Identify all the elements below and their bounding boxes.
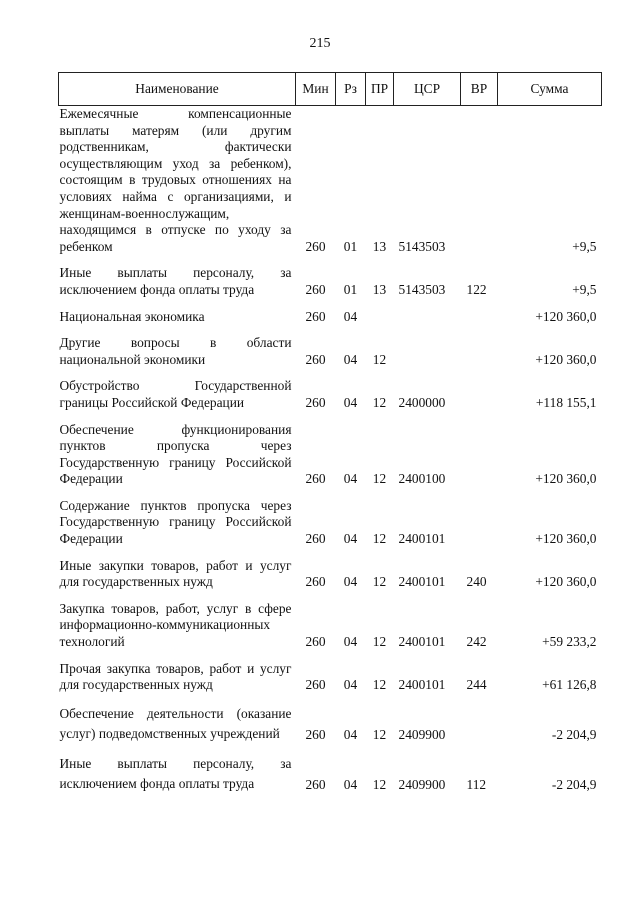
header-csr: ЦСР [394, 73, 461, 106]
row-sum: -2 204,9 [551, 727, 597, 743]
table-row [59, 305, 602, 332]
row-name: Национальная экономика [59, 308, 205, 324]
table-row [59, 261, 602, 304]
row-min: 260 [305, 634, 326, 650]
row-sum: +61 126,8 [542, 677, 597, 693]
row-name: Другие вопросы в области национальной экономики [59, 335, 292, 367]
row-csr [394, 305, 461, 332]
row-name: Ежемесячные компенсационные выплаты матерям (или другим родственникам, фактически осуществляющим уход за ребенком), состоящим в трудовых отношениях на условиях найма с организациями, и женщинам-военнослужащим, находящимся в отпуске по уходу за ребенком [59, 106, 292, 254]
row-rz: 04 [343, 634, 358, 650]
row-vr: 112 [466, 777, 487, 793]
row-vr: 122 [466, 281, 487, 297]
table-row [59, 657, 602, 700]
row-pr: 12 [372, 351, 387, 367]
row-csr: 2400101 [398, 531, 446, 547]
table-row [59, 597, 602, 657]
row-rz: 04 [343, 394, 358, 410]
row-pr [366, 305, 394, 332]
row-sum: +120 360,0 [535, 531, 597, 547]
row-name: Прочая закупка товаров, работ и услуг для государственных нужд [59, 660, 292, 693]
table-row [59, 106, 602, 262]
row-vr [461, 305, 498, 332]
row-rz: 04 [343, 677, 358, 693]
row-name: Содержание пунктов пропуска через Государственную границу Российской Федерации [59, 497, 292, 547]
row-csr [394, 331, 461, 374]
row-min: 260 [305, 777, 326, 793]
row-vr [461, 700, 498, 750]
row-name: Иные выплаты персоналу, за исключением фонда оплаты труда [59, 265, 292, 297]
row-sum: +9,5 [572, 238, 597, 254]
row-csr: 2400100 [398, 471, 446, 487]
row-rz: 01 [343, 238, 358, 254]
row-sum: +120 360,0 [535, 471, 597, 487]
row-vr [461, 494, 498, 554]
row-csr: 2400101 [398, 677, 446, 693]
row-vr: 240 [466, 574, 487, 590]
row-vr [461, 106, 498, 262]
row-name: Обустройство Государственной границы Российской Федерации [59, 378, 292, 410]
row-rz: 04 [343, 777, 358, 793]
header-name: Наименование [59, 73, 296, 106]
row-pr: 12 [372, 677, 387, 693]
row-vr: 242 [466, 634, 487, 650]
row-vr: 244 [466, 677, 487, 693]
row-sum: +120 360,0 [535, 351, 597, 367]
row-csr: 5143503 [398, 281, 446, 297]
row-name: Обеспечение функционирования пунктов пропуска через Государственную границу Российской Федерации [59, 421, 292, 487]
row-pr: 12 [372, 574, 387, 590]
header-vr: ВР [461, 73, 498, 106]
table-row [59, 554, 602, 597]
row-min: 260 [305, 471, 326, 487]
row-vr [461, 374, 498, 417]
row-pr: 12 [372, 727, 387, 743]
row-csr: 2400101 [398, 574, 446, 590]
row-pr: 13 [372, 281, 387, 297]
header-sum: Сумма [498, 73, 602, 106]
row-pr: 12 [372, 634, 387, 650]
row-pr: 12 [372, 777, 387, 793]
page-number: 215 [309, 36, 331, 51]
table-row [59, 700, 602, 750]
row-name: Иные выплаты персоналу, за исключением фонда оплаты труда [59, 755, 292, 791]
table-row [59, 750, 602, 800]
row-sum: +120 360,0 [535, 574, 597, 590]
row-pr: 12 [372, 531, 387, 547]
row-pr: 13 [372, 238, 387, 254]
row-sum: +59 233,2 [542, 634, 597, 650]
row-min: 260 [305, 727, 326, 743]
row-csr: 2400101 [398, 634, 446, 650]
row-name: Иные закупки товаров, работ и услуг для государственных нужд [59, 557, 292, 590]
budget-table [58, 72, 602, 800]
row-rz: 01 [343, 281, 358, 297]
table-row [59, 494, 602, 554]
row-sum: +118 155,1 [535, 394, 597, 410]
row-sum: -2 204,9 [551, 777, 597, 793]
row-name: Закупка товаров, работ, услуг в сфере информационно-коммуникационных технологий [59, 600, 292, 650]
row-csr: 5143503 [398, 238, 446, 254]
row-csr: 2409900 [398, 727, 446, 743]
table-row [59, 374, 602, 417]
row-sum: +120 360,0 [535, 308, 597, 324]
row-csr: 2409900 [398, 777, 446, 793]
row-name: Обеспечение деятельности (оказание услуг) подведомственных учреждений [59, 705, 292, 741]
header-rz: Рз [336, 73, 366, 106]
row-vr [461, 331, 498, 374]
row-csr: 2400000 [398, 394, 446, 410]
row-min: 260 [305, 281, 326, 297]
row-rz: 04 [343, 308, 358, 324]
header-pr: ПР [366, 73, 394, 106]
table-header-row [59, 73, 602, 106]
row-rz: 04 [343, 471, 358, 487]
table-row [59, 418, 602, 494]
row-rz: 04 [343, 351, 358, 367]
row-min: 260 [305, 574, 326, 590]
row-rz: 04 [343, 574, 358, 590]
row-rz: 04 [343, 727, 358, 743]
row-min: 260 [305, 238, 326, 254]
row-min: 260 [305, 677, 326, 693]
row-min: 260 [305, 394, 326, 410]
row-min: 260 [305, 351, 326, 367]
row-min: 260 [305, 531, 326, 547]
header-min: Мин [296, 73, 336, 106]
row-min: 260 [305, 308, 326, 324]
row-rz: 04 [343, 531, 358, 547]
row-sum: +9,5 [572, 281, 597, 297]
row-pr: 12 [372, 394, 387, 410]
table-row [59, 331, 602, 374]
row-pr: 12 [372, 471, 387, 487]
row-vr [461, 418, 498, 494]
